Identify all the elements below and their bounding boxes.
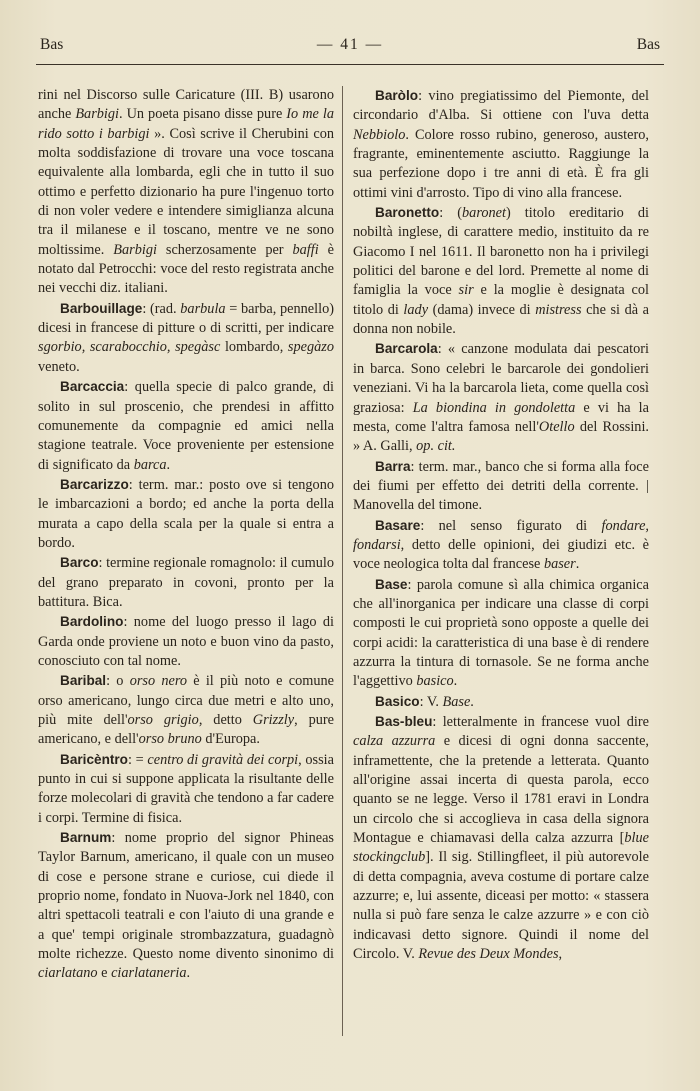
entry-headword: Basare [375,517,421,533]
entry-baricentro: Baricèntro: = centro di gravità dei corpi, ossia punto in cui si suppone applicata la risultante delle forze molecolari di gravità che tendono a far cadere i corpi. Termine di fisica. [38,751,334,826]
entry-headword: Baròlo [375,88,419,103]
column-divider [342,86,343,1036]
entry-baronetto: Baronetto: (baronet) titolo ereditario di nobiltà inglese, di carattere medio, instituito da re Giacomo I nel 1611. Il baronetto non ha i privilegi politici del barone e del lord. Premette al nome di famiglia la voce sir e la moglie è designata col titolo di lady (dama) invece di mistress che si dà a donna non nobile. [353,205,650,338]
entry-headword: Barco [60,555,99,571]
entry-barcarola: Barcarola: « canzone modulata dai pescatori in barca. Sono celebri le barcarole dei gondolieri veneziani. Vi ha la barcarola lieta, come quella così graziosa: La biondina in gondoletta e vi ha la mesta, come l'altra famosa nell'Otello del Rossini. » A. Galli, op. cit. [353,341,649,455]
entry-barnum: Barnum: nome proprio del signor Phineas Taylor Barnum, americano, il quale con un museo di cose e persone strane e curiose, cui diede il proprio nome, fondato in Nuova-Jork nel 1840, con altri spettacoli teatrali e con l'aiuto di una grande e a que' tempi originale strombazzatura, guadagnò molte richezze. Questo nome divento sinonimo di ciarlatano e ciarlataneria. [38,830,334,982]
entry-headword: Baribal [60,673,107,689]
entry-headword: Barcaccia [60,379,125,395]
entry-headword: Bardolino [60,614,124,630]
entry-headword: Barbouillage [60,300,143,316]
entry-barolo: Baròlo: vino pregiatissimo del Piemonte, del circondario d'Alba. Si ottiene con l'uva detta Nebbiolo. Colore rosso rubino, generoso, austero, fragrante, eminentemente asciutto. Raggiunge la sua perfezione dopo i tre anni di età. È fra gli ottimi vini d'arrosto. Tipo di vino alla francese. [353,88,649,201]
entry-barco: Barco: termine regionale romagnolo: il cumulo del grano preparato in covoni, pronto per la battitura. Bica. [38,555,334,610]
running-header [40,36,660,56]
entry-bas-bleu: Bas-bleu: letteralmente in francese vuol dire calza azzurra e dicesi di ogni donna saccente, inframettente, che la pretende a letterata. Quanto all'origine assai incerta di questa parola, ecco quanto se ne legge. Verso il 1781 eravi in Londra un circolo che si accoglieva in casa della signora Montague e chiamavasi della calza azzurra [blue stockingclub]. Il sig. Stillingfleet, il più autorevole di detta compagnia, aveva costume di portare calze azzurre; e, lui assente, diceasi per motto: « stassera nulla si può fare senza le calze azzurre » e con ciò indicavasi detto signore. Quindi il nome del Circolo. V. Revue des Deux Mondes, [353,714,650,963]
entry-baribal: Baribal: o orso nero è il più noto e comune orso americano, lungo circa due metri e alto uno, più mite dell'orso grigio, detto Grizzly, pure americano, e dell'orso bruno d'Europa. [38,673,334,748]
entry-headword: Barcarola [375,341,438,357]
entry-basare: Basare: nel senso figurato di fondare, fondarsi, detto delle opinioni, dei giudizi etc. è voce neologica tolta dal francese baser. [353,517,649,573]
entry-barcarizzo: Barcarizzo: term. mar.: posto ove si tengono le imbarcazioni a bordo; ed anche la porta della murata a capo della scala per la quale si entra a bordo. [38,476,334,551]
right-column [353,86,649,964]
entry-headword: Baricèntro [60,751,128,767]
entry-barbouillage: Barbouillage: (rad. barbula = barba, pennello) dicesi in francese di pitture o di scritti, per indicare sgorbio, scarabocchio, spegàsc lombardo, spegàzo veneto. [38,300,334,375]
entry-headword: Baronetto [375,205,440,221]
entry-basico: Basico: V. Base. [375,693,474,710]
entry-bardolino: Bardolino: nome del luogo presso il lago di Garda onde proviene un noto e buon vino da pasto, conosciuto con tal nome. [38,614,334,669]
entry-continuation: rini nel Discorso sulle Caricature (III. B) usarono anche Barbigi. Un poeta pisano disse pure Io me la rido sotto i barbigi ». Così scrive il Cherubini con molta soddisfazione di trovare una voce toscana equivalente alla lombarda, egli che in tutto il suo ottimo e perfetto dizionario ha pure l'ingenuo torto di non voler vedere e intendere simiglianza alcuna tra il milanese e il toscano, mentre ve ne sono moltissime. Barbigi scherzosamente per baffi è notato dal Petrocchi: voce del resto registrata anche nei vecchi diz. italiani. [38,87,335,297]
entry-headword: Barnum [60,830,112,846]
header-left-guideword: Bas [40,36,64,53]
entry-headword: Barcarizzo [60,476,129,492]
header-right-guideword: Bas [636,36,660,53]
entry-headword: Barra [375,458,411,474]
entry-headword: Bas-bleu [375,714,433,729]
header-rule [36,64,664,65]
left-column [38,86,334,984]
entry-barra: Barra: term. mar., banco che si forma alla foce dei fiumi per effetto dei detriti della corrente. | Manovella del timone. [353,458,649,514]
entry-headword: Basico [375,693,420,709]
entry-headword: Base [375,576,408,592]
entry-base: Base: parola comune sì alla chimica organica che all'inorganica per indicare una classe di corpi composti le cui proprietà sono opposte a quelle dei corpi acidi: la caratteristica di una base è di rendere azzurra la tintura di tornasole. Se ne forma anche l'aggettivo basico. [353,576,649,690]
page-number: — 41 — [316,36,384,53]
entry-barcaccia: Barcaccia: quella specie di palco grande, di solito in sul proscenio, che prendesi in affitto comunemente da compagnie ed amici nella stagione teatrale. Voce proveniente per estensione di significato da barca. [38,379,334,473]
